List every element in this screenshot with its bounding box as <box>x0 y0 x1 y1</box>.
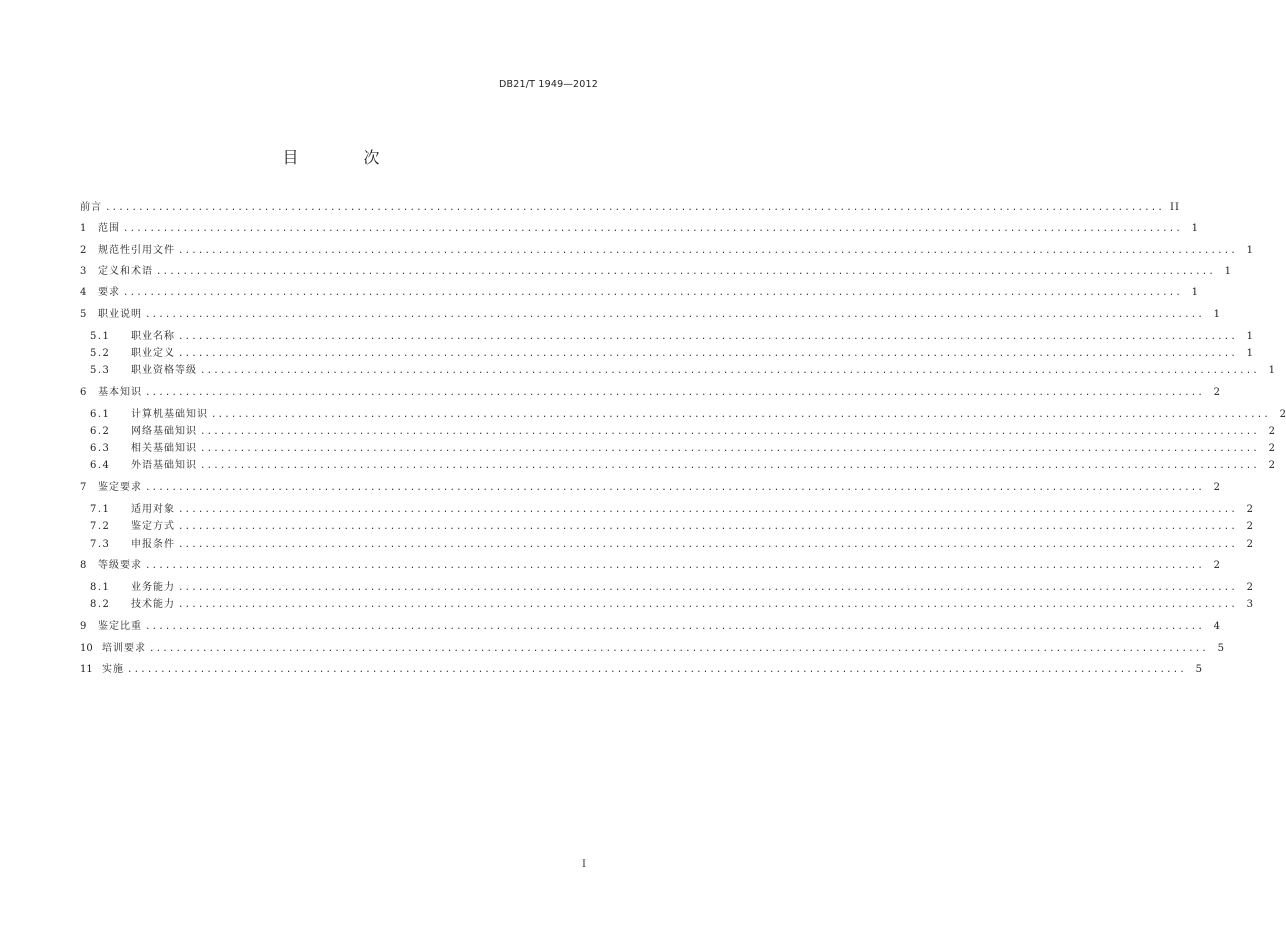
toc-entry-label: 网络基础知识 <box>131 426 197 437</box>
toc-entry-page: 2 <box>1246 521 1253 532</box>
toc-entry-label: 申报条件 <box>131 539 175 550</box>
toc-entry[interactable] <box>90 347 1253 361</box>
toc-entry-page: 2 <box>1213 560 1220 571</box>
toc-entry-page: 1 <box>1213 309 1220 320</box>
toc-entry-page: 5 <box>1217 643 1224 654</box>
toc-entry[interactable] <box>80 642 1224 656</box>
toc-entry-label: 规范性引用文件 <box>98 245 175 256</box>
toc-entry-label: 职业说明 <box>98 309 142 320</box>
toc-entry-page: 1 <box>1191 223 1198 234</box>
toc-entry-label: 技术能力 <box>131 599 175 610</box>
toc-leader-dots: ................................................................................................................................................................ <box>149 644 1208 654</box>
toc-entry[interactable] <box>90 503 1253 517</box>
toc-leader-dots: ................................................................................................................................................................ <box>156 267 1215 277</box>
toc-entry[interactable] <box>80 244 1253 258</box>
toc-entry-number: 8 <box>80 560 87 571</box>
toc-entry[interactable] <box>80 620 1220 634</box>
toc-entry-number: 5.2 <box>90 348 111 359</box>
toc-entry-number: 6.1 <box>90 409 111 420</box>
toc-leader-dots: ................................................................................................................................................................ <box>200 366 1259 376</box>
toc-entry[interactable] <box>90 520 1253 534</box>
toc-entry-number: 7.2 <box>90 521 111 532</box>
toc-entry-label: 计算机基础知识 <box>131 409 208 420</box>
toc-leader-dots: ................................................................................................................................................................ <box>145 561 1204 571</box>
toc-entry-page: 3 <box>1246 599 1253 610</box>
toc-entry-number: 1 <box>80 223 87 234</box>
toc-leader-dots: ................................................................................................................................................................ <box>178 332 1237 342</box>
toc-entry-label: 定义和术语 <box>98 266 153 277</box>
toc-entry-number: 6 <box>80 387 87 398</box>
toc-leader-dots: ................................................................................................................................................................ <box>178 246 1237 256</box>
toc-entry-page: 1 <box>1246 348 1253 359</box>
toc-entry-label: 等级要求 <box>98 560 142 571</box>
toc-entry-number: 6.2 <box>90 426 111 437</box>
toc-entry-page: 1 <box>1268 365 1275 376</box>
toc-leader-dots: ................................................................................................................................................................ <box>127 665 1186 675</box>
toc-leader-dots: ................................................................................................................................................................ <box>178 505 1237 515</box>
toc-entry-number: 5 <box>80 309 87 320</box>
toc-entry[interactable] <box>80 201 1180 215</box>
toc-entry-label: 职业定义 <box>131 348 175 359</box>
toc-entry-page: 2 <box>1279 409 1286 420</box>
toc-entry-label: 鉴定方式 <box>131 521 175 532</box>
toc-entry-page: 1 <box>1224 266 1231 277</box>
toc-entry[interactable] <box>90 459 1275 473</box>
toc-leader-dots: ................................................................................................................................................................ <box>178 522 1237 532</box>
toc-entry-page: 4 <box>1213 621 1220 632</box>
toc-leader-dots: ................................................................................................................................................................ <box>145 310 1204 320</box>
toc-entry-number: 4 <box>80 287 87 298</box>
toc-leader-dots: ................................................................................................................................................................ <box>200 427 1259 437</box>
toc-entry-page: 2 <box>1268 443 1275 454</box>
toc-leader-dots: ................................................................................................................................................................ <box>200 444 1259 454</box>
toc-leader-dots: ................................................................................................................................................................ <box>178 583 1237 593</box>
toc-entry-page: 2 <box>1246 539 1253 550</box>
toc-leader-dots: ................................................................................................................................................................ <box>145 622 1204 632</box>
toc-entry-label: 基本知识 <box>98 387 142 398</box>
toc-entry-number: 6.3 <box>90 443 111 454</box>
toc-entry[interactable] <box>80 559 1220 573</box>
toc-leader-dots: ................................................................................................................................................................ <box>200 461 1259 471</box>
toc-entry[interactable] <box>80 286 1198 300</box>
toc-leader-dots: ................................................................................................................................................................ <box>178 540 1237 550</box>
toc-entry-page: II <box>1170 202 1180 213</box>
toc-entry-label: 业务能力 <box>131 582 175 593</box>
toc-entry[interactable] <box>80 265 1231 279</box>
toc-entry-label: 要求 <box>98 287 120 298</box>
toc-entry-page: 2 <box>1246 582 1253 593</box>
toc-entry-number: 9 <box>80 621 87 632</box>
toc-entry-page: 5 <box>1195 664 1202 675</box>
toc-entry[interactable] <box>90 330 1253 344</box>
toc-entry-number: 7 <box>80 482 87 493</box>
toc-entry-page: 2 <box>1213 482 1220 493</box>
toc-leader-dots: ................................................................................................................................................................ <box>178 349 1237 359</box>
toc-entry-number: 7.1 <box>90 504 111 515</box>
toc-entry-label: 鉴定比重 <box>98 621 142 632</box>
toc-entry-label: 职业名称 <box>131 331 175 342</box>
toc-entry-number: 8.2 <box>90 599 111 610</box>
toc-entry[interactable] <box>90 364 1275 378</box>
toc-entry[interactable] <box>90 442 1275 456</box>
toc-leader-dots: ................................................................................................................................................................ <box>145 483 1204 493</box>
toc-entry-page: 2 <box>1213 387 1220 398</box>
toc-entry[interactable] <box>90 598 1253 612</box>
toc-leader-dots: ................................................................................................................................................................ <box>211 410 1270 420</box>
toc-entry[interactable] <box>90 425 1275 439</box>
toc-entry-number: 5.1 <box>90 331 111 342</box>
toc-entry-page: 2 <box>1268 426 1275 437</box>
toc-entry-page: 2 <box>1268 460 1275 471</box>
toc-entry-number: 7.3 <box>90 539 111 550</box>
toc-entry-label: 实施 <box>102 664 124 675</box>
toc-entry-label: 范围 <box>98 223 120 234</box>
toc-entry-label: 前言 <box>80 202 102 213</box>
page-title: 目 次 <box>282 148 410 167</box>
toc-entry[interactable] <box>80 481 1220 495</box>
toc-leader-dots: ................................................................................................................................................................ <box>105 203 1164 213</box>
toc-entry-number: 10 <box>80 643 93 654</box>
toc-entry-label: 培训要求 <box>102 643 146 654</box>
toc-entry-page: 2 <box>1246 504 1253 515</box>
toc-entry[interactable] <box>80 663 1202 677</box>
toc-leader-dots: ................................................................................................................................................................ <box>123 288 1182 298</box>
toc-leader-dots: ................................................................................................................................................................ <box>145 388 1204 398</box>
toc-entry-number: 6.4 <box>90 460 111 471</box>
document-code: DB21/T 1949—2012 <box>499 79 598 90</box>
toc-leader-dots: ................................................................................................................................................................ <box>123 224 1182 234</box>
toc-entry-label: 鉴定要求 <box>98 482 142 493</box>
toc-entry[interactable] <box>90 581 1253 595</box>
toc-entry[interactable] <box>90 408 1286 422</box>
toc-entry-label: 职业资格等级 <box>131 365 197 376</box>
toc-entry-label: 相关基础知识 <box>131 443 197 454</box>
toc-entry-number: 2 <box>80 245 87 256</box>
toc-entry-label: 适用对象 <box>131 504 175 515</box>
toc-entry[interactable] <box>90 538 1253 552</box>
toc-entry[interactable] <box>80 222 1198 236</box>
toc-entry-number: 8.1 <box>90 582 111 593</box>
toc-entry-page: 1 <box>1191 287 1198 298</box>
toc-entry-page: 1 <box>1246 331 1253 342</box>
page-number: I <box>582 859 586 870</box>
toc-entry-number: 3 <box>80 266 87 277</box>
toc-entry[interactable] <box>80 386 1220 400</box>
toc-entry-number: 11 <box>80 664 93 675</box>
toc-leader-dots: ................................................................................................................................................................ <box>178 600 1237 610</box>
toc-entry-label: 外语基础知识 <box>131 460 197 471</box>
toc-entry[interactable] <box>80 308 1220 322</box>
toc-entry-page: 1 <box>1246 245 1253 256</box>
toc-entry-number: 5.3 <box>90 365 111 376</box>
